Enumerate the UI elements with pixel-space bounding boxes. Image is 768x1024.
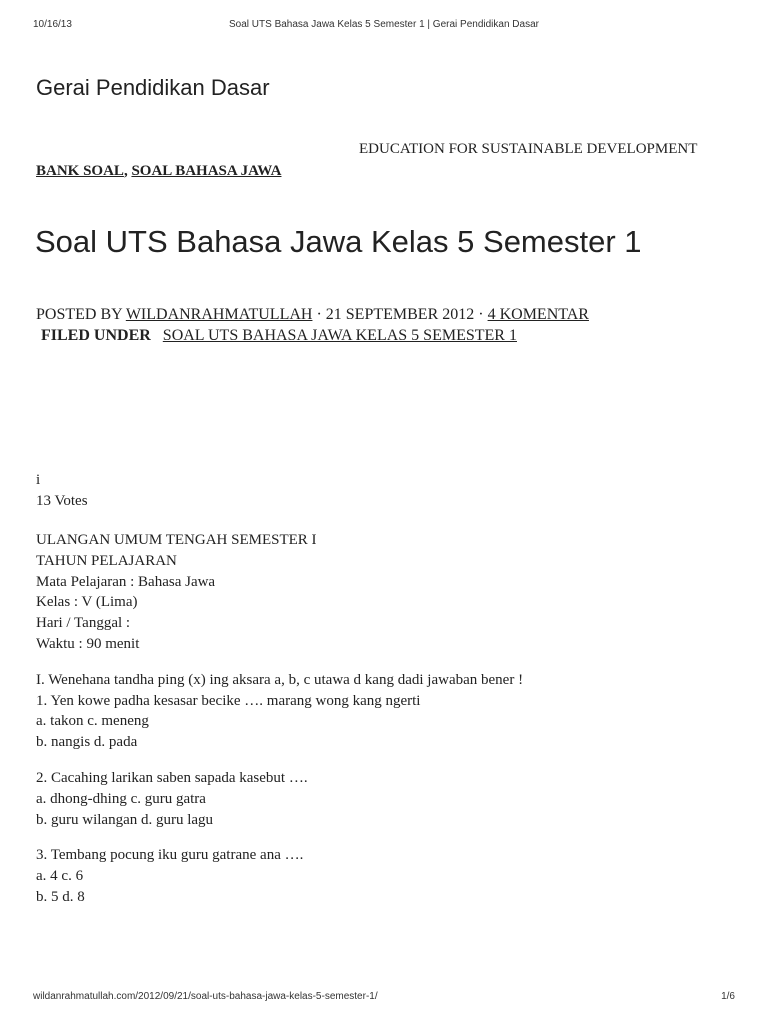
- content-line: b. nangis d. pada: [36, 734, 138, 751]
- site-tagline: EDUCATION FOR SUSTAINABLE DEVELOPMENT: [359, 141, 698, 157]
- site-title[interactable]: Gerai Pendidikan Dasar: [36, 75, 270, 100]
- print-url: wildanrahmatullah.com/2012/09/21/soal-uts-bahasa-jawa-kelas-5-semester-1/: [33, 991, 378, 1002]
- print-date: 10/16/13: [33, 19, 72, 30]
- rating-icon[interactable]: i: [36, 472, 41, 488]
- content-line: Waktu : 90 menit: [36, 635, 140, 652]
- content-line: I. Wenehana tandha ping (x) ing aksara a, b, c utawa d kang dadi jawaban bener !: [36, 671, 524, 688]
- content-line: Kelas : V (Lima): [36, 594, 138, 611]
- category-links: BANK SOAL, SOAL BAHASA JAWA: [36, 163, 282, 179]
- content-line: a. 4 c. 6: [36, 868, 84, 885]
- category-soal-bahasa-jawa[interactable]: SOAL BAHASA JAWA: [131, 163, 282, 179]
- post-meta: POSTED BY WILDANRAHMATULLAH · 21 SEPTEMBER 2012 · 4 KOMENTAR: [36, 306, 589, 323]
- post-content: [36, 530, 523, 923]
- tag-link[interactable]: SOAL UTS BAHASA JAWA KELAS 5 SEMESTER 1: [162, 327, 517, 344]
- post-title: Soal UTS Bahasa Jawa Kelas 5 Semester 1: [35, 224, 642, 259]
- content-line: 2. Cacahing larikan saben sapada kasebut ….: [36, 769, 308, 786]
- content-line: a. takon c. meneng: [36, 713, 149, 730]
- category-bank-soal[interactable]: BANK SOAL: [36, 163, 124, 179]
- vote-count: 13 Votes: [36, 493, 88, 509]
- print-page-number: 1/6: [721, 991, 735, 1002]
- post-date: 21 SEPTEMBER 2012: [325, 306, 475, 323]
- content-line: 3. Tembang pocung iku guru gatrane ana ….: [36, 847, 304, 864]
- content-line: ULANGAN UMUM TENGAH SEMESTER I: [36, 532, 317, 548]
- content-line: Mata Pelajaran : Bahasa Jawa: [36, 573, 216, 590]
- content-line: a. dhong-dhing c. guru gatra: [36, 790, 206, 807]
- content-line: TAHUN PELAJARAN: [36, 552, 177, 569]
- content-block: [36, 530, 523, 655]
- content-line: Hari / Tanggal :: [36, 615, 131, 632]
- content-block: [36, 845, 523, 907]
- content-block: [36, 768, 523, 830]
- content-line: b. guru wilangan d. guru lagu: [36, 811, 214, 828]
- content-block: [36, 670, 523, 753]
- content-line: b. 5 d. 8: [36, 888, 85, 905]
- filed-under: FILED UNDER SOAL UTS BAHASA JAWA KELAS 5 SEMESTER 1: [41, 327, 517, 344]
- print-title: Soal UTS Bahasa Jawa Kelas 5 Semester 1 | Gerai Pendidikan Dasar: [229, 19, 539, 30]
- author-link[interactable]: WILDANRAHMATULLAH: [125, 306, 313, 323]
- content-line: 1. Yen kowe padha kesasar becike …. marang wong kang ngerti: [36, 692, 421, 709]
- comments-link[interactable]: 4 KOMENTAR: [487, 306, 589, 323]
